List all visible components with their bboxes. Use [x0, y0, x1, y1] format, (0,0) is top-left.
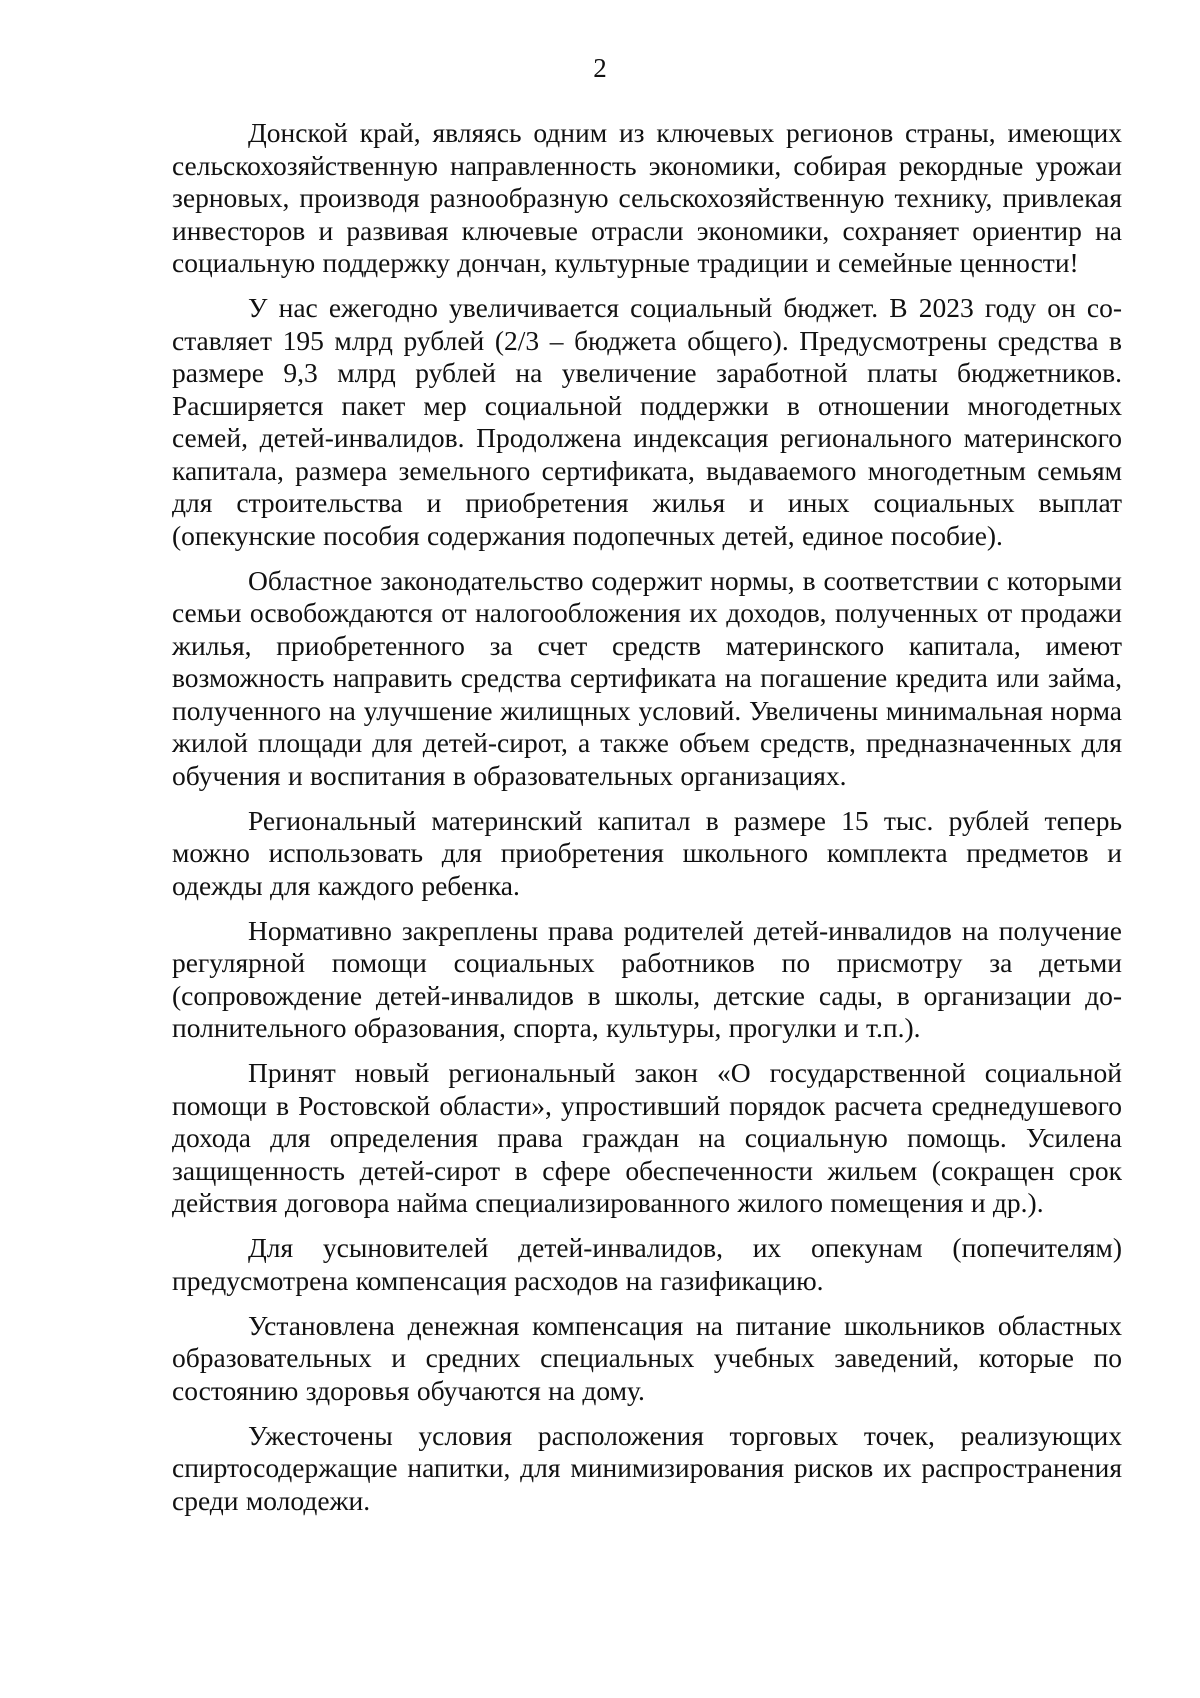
paragraph-social-aid-law: Принят новый региональный закон «О государственной социальной помощи в Ростовской области», упростивший порядок расчета среднедушевого дохода для определения права граждан на социальную помощь. Усилена защищенность детей-сирот в сфере обеспеченности жильем (сокращен срок действия договора найма специализированного жилого помещения и др.).	[172, 1057, 1122, 1218]
paragraph-maternity-capital: Региональный материнский капитал в размере 15 тыс. рублей теперь можно использовать для приобретения школьного комплекта предметов и одежды для каждого ребенка.	[172, 804, 1122, 901]
paragraph-meal-compensation: Установлена денежная компенсация на питание школьников областных образовательных и средних специальных учебных заведений, которые по состоянию здоровья обучаются на дому.	[172, 1309, 1122, 1406]
paragraph-don-region: Донской край, являясь одним из ключевых регионов страны, имеющих сельскохозяйственную направленность экономики, собирая рекордные урожаи зерновых, производя разнообразную сельскохозяйственную технику, привлекая инвесторов и развивая ключевые отрасли экономики, сохраняет ориентир на социальную поддержку дончан, культурные традиции и семейные ценности!	[172, 117, 1122, 278]
paragraph-gasification-compensation: Для усыновителей детей-инвалидов, их опекунам (попечителям) предусмотрена компенсация расходов на газификацию.	[172, 1232, 1122, 1296]
paragraph-social-budget: У нас ежегодно увеличивается социальный бюджет. В 2023 году он составляет 195 млрд рублей (2/3 – бюджета общего). Предусмотрены средства в размере 9,3 млрд рублей на увеличение заработной платы бюджетников. Расширяется пакет мер социальной поддержки в отношении многодетных семей, детей-инвалидов. Продолжена индексация регионального материнского капитала, размера земельного сертификата, выдаваемого многодетным семьям для строительства и приобретения жилья и иных социальных выплат (опекунские пособия содержания подопечных детей, единое пособие).	[172, 292, 1122, 551]
paragraph-alcohol-restrictions: Ужесточены условия расположения торговых точек, реализующих спиртосодержащие напитки, для минимизирования рисков их распространения среди молодежи.	[172, 1419, 1122, 1516]
page-number: 2	[593, 53, 607, 83]
paragraph-regional-legislation: Областное законодательство содержит нормы, в соответствии с которыми семьи освобождаются от налогообложения их доходов, полученных от продажи жилья, приобретенного за счет средств материнского капитала, имеют возможность направить средства сертификата на погашение кредита или займа, полученного на улучшение жилищных условий. Увеличены минимальная норма жилой площади для детей-сирот, а также объем средств, предназначенных для обучения и воспитания в образовательных организациях.	[172, 564, 1122, 791]
document-body	[172, 117, 1122, 1530]
paragraph-parents-rights: Нормативно закреплены права родителей детей-инвалидов на получение регулярной помощи социальных работников по присмотру за детьми (сопровождение детей-инвалидов в школы, детские сады, в организации дополнительного образования, спорта, культуры, прогулки и т.п.).	[172, 914, 1122, 1043]
